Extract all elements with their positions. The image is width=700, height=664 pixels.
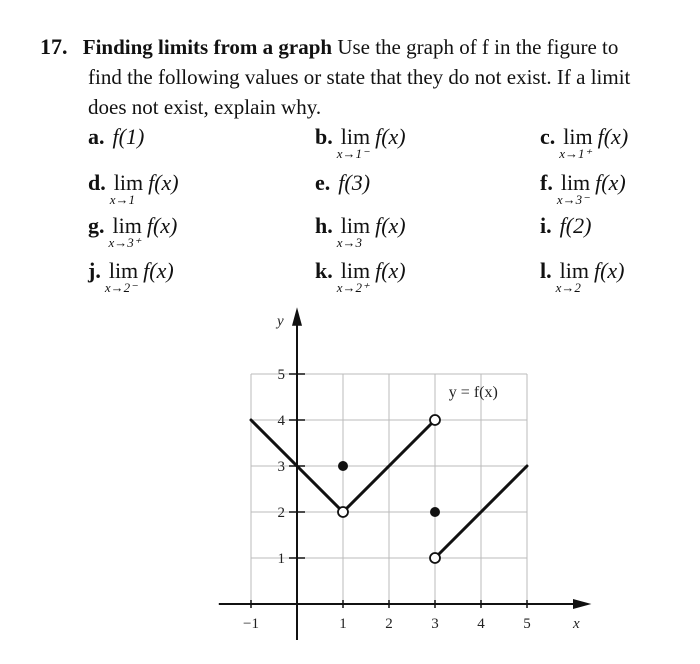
y-tick-label: 4 [277, 413, 285, 429]
part-j [88, 258, 174, 295]
function-graph [200, 300, 600, 640]
part-expression: f(x) [146, 213, 178, 238]
part-expression: f(x) [375, 258, 406, 283]
lim-word: lim [340, 258, 371, 283]
part-expression: f(2) [559, 213, 592, 238]
open-point [430, 415, 440, 425]
part-expression: f(3) [338, 170, 371, 195]
part-letter: a. [88, 124, 105, 149]
x-tick-label: 2 [385, 616, 393, 632]
limit-subscript: x→1⁻ [336, 146, 369, 161]
part-letter: g. [88, 213, 105, 238]
part-letter: j. [88, 258, 101, 283]
open-point [430, 553, 440, 563]
part-c [540, 124, 629, 161]
part-letter: i. [540, 213, 552, 238]
y-tick-label: 5 [277, 367, 285, 383]
part-letter: d. [88, 170, 106, 195]
problem-text-line2: find the following values or state that they do not exist. If a limit [88, 65, 631, 89]
part-e [315, 170, 370, 196]
x-tick-label: 5 [523, 616, 531, 632]
limit-operator [104, 258, 139, 295]
limit-subscript: x→2 [555, 280, 581, 295]
part-letter: l. [540, 258, 552, 283]
part-letter: f. [540, 170, 553, 195]
limit-subscript: x→3⁺ [108, 235, 141, 250]
problem-title: Finding limits from a graph [82, 35, 333, 59]
curve-label: y = f(x) [448, 384, 498, 401]
part-letter: e. [315, 170, 331, 195]
limit-subscript: x→2⁺ [336, 280, 369, 295]
part-letter: h. [315, 213, 333, 238]
part-expression: f(x) [597, 124, 629, 149]
x-tick-label: 1 [339, 616, 347, 632]
limit-subscript: x→1⁺ [559, 146, 592, 161]
part-h [315, 213, 406, 250]
lim-word: lim [563, 124, 593, 149]
part-g [88, 213, 178, 250]
graph-grid [251, 374, 527, 604]
open-point [338, 507, 348, 517]
lim-word: lim [559, 258, 589, 283]
lim-word: lim [340, 124, 371, 149]
part-d [88, 170, 179, 207]
part-expression: f(1) [112, 124, 145, 149]
lim-word: lim [113, 170, 144, 195]
limit-operator [555, 258, 589, 295]
part-expression: f(x) [143, 258, 174, 283]
limit-subscript: x→3 [336, 235, 363, 250]
limit-subscript: x→2⁻ [104, 280, 137, 295]
part-expression: f(x) [593, 258, 625, 283]
problem-text-line1: Use the graph of f in the figure to [337, 35, 619, 59]
problem-text-line3: does not exist, explain why. [88, 95, 322, 119]
part-expression: f(x) [375, 213, 406, 238]
y-tick-label: 2 [277, 505, 285, 521]
limit-operator [559, 124, 593, 161]
part-letter: k. [315, 258, 333, 283]
y-tick-label: 1 [277, 551, 285, 567]
limit-operator [336, 124, 371, 161]
part-i [540, 213, 591, 239]
part-expression: f(x) [375, 124, 406, 149]
limit-operator [108, 213, 142, 250]
lim-word: lim [560, 170, 591, 195]
x-tick-label: −1 [243, 616, 259, 632]
x-tick-label: 3 [431, 616, 439, 632]
graph-ticks [243, 367, 531, 632]
part-expression: f(x) [148, 170, 179, 195]
graph-axes [219, 307, 592, 640]
part-k [315, 258, 406, 295]
problem-statement [40, 32, 690, 122]
x-axis-arrow-icon [573, 599, 591, 609]
y-axis-label: y [277, 313, 284, 330]
y-axis-arrow-icon [292, 307, 302, 325]
part-f [540, 170, 626, 207]
problem-number: 17. [40, 34, 68, 59]
part-a [88, 124, 144, 150]
closed-point [338, 461, 348, 471]
limit-subscript: x→3⁻ [556, 192, 589, 207]
limit-operator [556, 170, 591, 207]
limit-subscript: x→1 [109, 192, 136, 207]
part-letter: c. [540, 124, 556, 149]
closed-point [430, 507, 440, 517]
limit-operator [109, 170, 144, 207]
x-axis-label: x [573, 616, 580, 632]
lim-word: lim [340, 213, 371, 238]
part-b [315, 124, 406, 161]
y-tick-label: 3 [277, 459, 285, 475]
part-letter: b. [315, 124, 333, 149]
limit-operator [336, 213, 371, 250]
part-l [540, 258, 625, 295]
part-expression: f(x) [595, 170, 626, 195]
lim-word: lim [112, 213, 142, 238]
limit-operator [336, 258, 371, 295]
x-tick-label: 4 [477, 616, 485, 632]
lim-word: lim [108, 258, 139, 283]
